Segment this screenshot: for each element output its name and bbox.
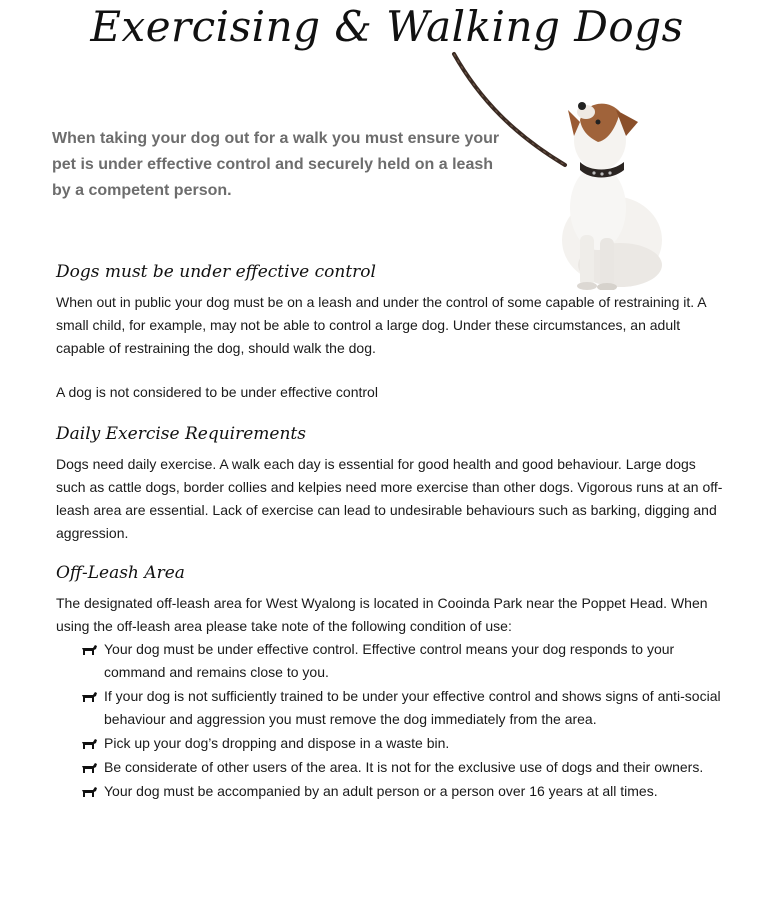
list-item: Pick up your dog’s dropping and dispose in a waste bin. (80, 732, 724, 755)
section-paragraph: When out in public your dog must be on a leash and under the control of some capable of restraining it. A small child, for example, may not be able to control a large dog. Under these circumstances, an adult capable of restraining the dog, should walk the dog. (56, 294, 706, 356)
list-item: If your dog is not sufficiently trained to be under your effective control and shows signs of anti-social behaviour and aggression you must remove the dog immediately from the area. (80, 685, 724, 731)
page-title: Exercising & Walking Dogs (90, 2, 684, 51)
section-heading-effective-control: Dogs must be under effective control (56, 262, 376, 282)
list-item: Your dog must be under effective control. Effective control means your dog responds to your command and remains close to you. (80, 638, 724, 684)
dog-bullet-icon (80, 736, 98, 750)
off-leash-conditions-list (80, 638, 724, 804)
dog-bullet-icon (80, 760, 98, 774)
dog-bullet-icon (80, 689, 98, 703)
intro-text: When taking your dog out for a walk you must ensure your pet is under effective control and securely held on a leash by a competent person. (52, 130, 500, 199)
list-item: Be considerate of other users of the area. It is not for the exclusive use of dogs and their owners. (80, 756, 724, 779)
section-paragraph: The designated off-leash area for West Wyalong is located in Cooinda Park near the Poppet Head. When using the off-leash area please take note of the following condition of use: (56, 595, 708, 634)
dog-bullet-icon (80, 784, 98, 798)
section-paragraph: A dog is not considered to be under effective control (56, 384, 378, 400)
list-item: Your dog must be accompanied by an adult person or a person over 16 years at all times. (80, 780, 724, 803)
section-heading-daily-exercise: Daily Exercise Requirements (56, 424, 306, 444)
section-heading-off-leash: Off-Leash Area (56, 563, 185, 583)
section-paragraph: Dogs need daily exercise. A walk each day is essential for good health and good behaviour. Large dogs such as cattle dogs, border collies and kelpies need more exercise than other dogs. Vigorous runs at an off-leash area are essential. Lack of exercise can lead to undesirable behaviours such as barking, digging and aggression. (56, 456, 723, 541)
dog-bullet-icon (80, 642, 98, 656)
